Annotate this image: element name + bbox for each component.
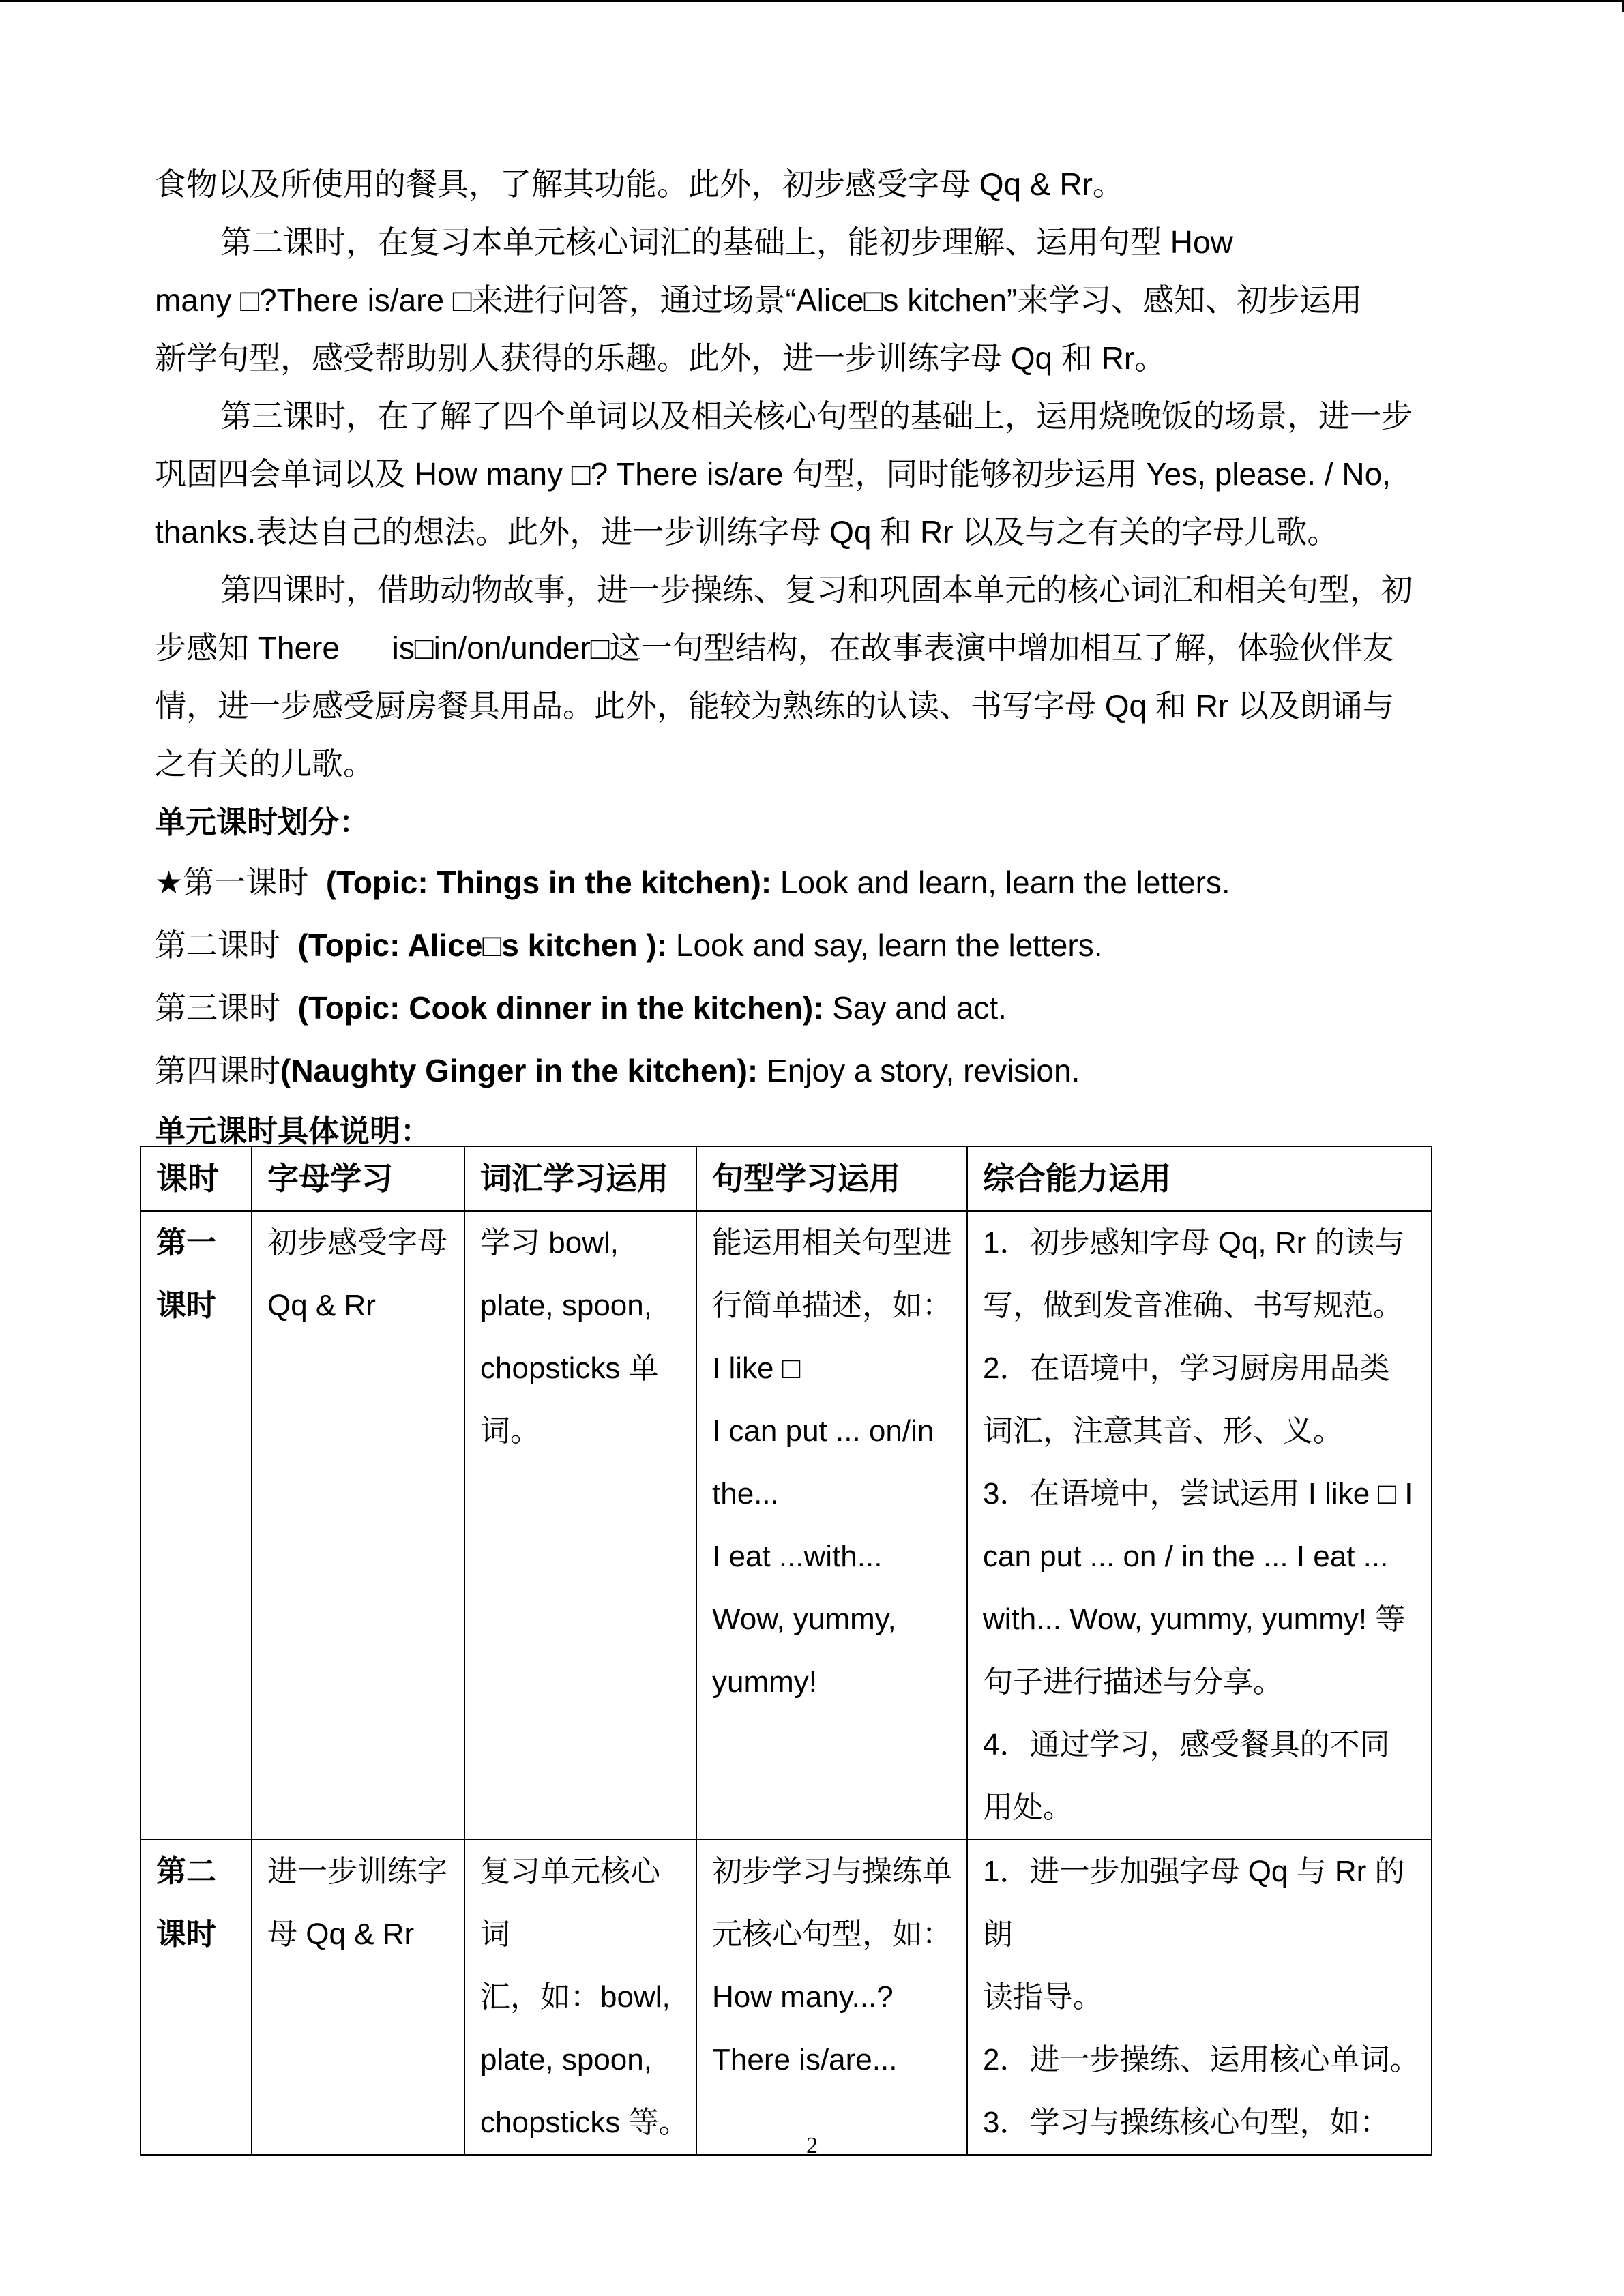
cell-text: plate, spoon, (480, 1289, 652, 1322)
page-top-border (0, 0, 1624, 2)
cell-text: I eat ...with... (712, 1540, 883, 1573)
paragraph-line: 第三课时，在了解了四个单词以及相关核心句型的基础上，运用烧晚饭的场景，进一步 (220, 398, 1413, 434)
lesson-prefix: 第二课时 (155, 927, 298, 963)
cell-text: 读指导。 (983, 1980, 1103, 2014)
cell-text: 初步感受字母 (267, 1226, 447, 1259)
cell-text: 第一 (156, 1226, 216, 1259)
table-header-row (141, 1146, 1432, 1211)
cell-text: 句子进行描述与分享。 (983, 1665, 1283, 1699)
cell-text: 词。 (480, 1414, 540, 1448)
division-heading: 单元课时划分： (155, 805, 370, 839)
lesson-item-3 (155, 976, 1471, 1039)
paragraph-line: 之有关的儿歌。 (155, 746, 374, 781)
col-header-lesson: 课时 (141, 1146, 252, 1211)
cell-text: 课时 (156, 1918, 216, 1951)
cell-letters (252, 1840, 464, 2155)
table-row (141, 1211, 1432, 1840)
cell-vocabulary (464, 1840, 696, 2155)
cell-text: 写，做到发音准确、书写规范。 (983, 1289, 1403, 1322)
cell-lesson (141, 1840, 252, 2155)
cell-text: 词汇，注意其音、形、义。 (983, 1414, 1343, 1448)
cell-text: I can put ... on/in (712, 1414, 934, 1448)
cell-lesson (141, 1211, 252, 1840)
cell-text: can put ... on / in the ... I eat ... (983, 1540, 1389, 1573)
cell-text: Qq & Rr (267, 1289, 376, 1322)
cell-text: 1．初步感知字母 Qq, Rr 的读与 (983, 1226, 1405, 1259)
cell-text: I like □ (712, 1352, 801, 1385)
paragraph-line: 第二课时，在复习本单元核心词汇的基础上，能初步理解、运用句型 How (220, 224, 1233, 260)
cell-sentences (696, 1840, 967, 2155)
cell-text: 1．进一步加强字母 Qq 与 Rr 的朗 (983, 1855, 1405, 1951)
cell-vocabulary (464, 1211, 696, 1840)
cell-text: 2．进一步操练、运用核心单词。 (983, 2043, 1420, 2076)
document-body (155, 155, 1471, 1160)
col-header-ability: 综合能力运用 (967, 1146, 1432, 1211)
lesson-activity: Enjoy a story, revision. (758, 1053, 1080, 1088)
cell-text: the... (712, 1477, 779, 1510)
cell-text: 元核心句型，如： (712, 1918, 952, 1951)
col-header-sentences: 句型学习运用 (696, 1146, 967, 1211)
table-row (141, 1840, 1432, 2155)
lesson-topic: (Naughty Ginger in the kitchen): (280, 1053, 758, 1088)
col-header-vocabulary: 词汇学习运用 (464, 1146, 696, 1211)
cell-text: chopsticks 等。 (480, 2106, 689, 2139)
cell-text: 课时 (156, 1289, 216, 1322)
lesson-prefix: 第四课时 (155, 1053, 280, 1088)
lesson-prefix: ★第一课时 (155, 865, 326, 900)
cell-text: How many...? (712, 1980, 894, 2014)
cell-text: 学习 bowl, (480, 1226, 619, 1259)
lesson-item-2 (155, 914, 1471, 976)
lesson-topic: (Topic: Things in the kitchen): (325, 865, 772, 900)
cell-text: 3．在语境中，尝试运用 I like □ I (983, 1477, 1413, 1510)
lesson-topic: (Topic: Cook dinner in the kitchen): (297, 990, 824, 1026)
lesson-item-4 (155, 1039, 1471, 1102)
details-heading: 单元课时具体说明： (155, 1114, 432, 1148)
lesson-activity: Look and learn, learn the letters. (771, 865, 1230, 900)
paragraph-line: 步感知 There is□in/on/under□这一句型结构，在故事表演中增加相互了解，体验伙伴友 (155, 630, 1394, 666)
lesson-topic: (Topic: Alice□s kitchen ): (297, 927, 668, 963)
cell-text: 复习单元核心词 (480, 1855, 660, 1951)
cell-text: yummy! (712, 1665, 817, 1699)
page-number: 2 (806, 2133, 818, 2158)
col-header-letters: 字母学习 (252, 1146, 464, 1211)
cell-text: 3．学习与操练核心句型，如： (983, 2106, 1390, 2139)
cell-text: 汇，如：bowl, (480, 1980, 670, 2014)
cell-ability (967, 1211, 1432, 1840)
cell-text: Wow, yummy, (712, 1602, 896, 1636)
cell-text: 2．在语境中，学习厨房用品类 (983, 1352, 1390, 1385)
cell-text: with... Wow, yummy, yummy! 等 (983, 1602, 1406, 1636)
cell-text: 进一步训练字 (267, 1855, 447, 1888)
cell-text: 行简单描述，如： (712, 1289, 952, 1322)
cell-text: 用处。 (983, 1791, 1073, 1824)
cell-text: 第二 (156, 1855, 216, 1888)
cell-text: plate, spoon, (480, 2043, 652, 2076)
cell-text: 初步学习与操练单 (712, 1855, 952, 1888)
cell-text: 能运用相关句型进 (712, 1226, 952, 1259)
cell-letters (252, 1211, 464, 1840)
lesson-activity: Look and say, learn the letters. (667, 927, 1103, 963)
lesson-item-1 (155, 851, 1471, 914)
cell-text: chopsticks 单 (480, 1352, 659, 1385)
paragraph-line: 第四课时，借助动物故事，进一步操练、复习和巩固本单元的核心词汇和相关句型，初 (220, 572, 1413, 608)
cell-text: There is/are... (712, 2043, 898, 2076)
lesson-plan-table (140, 1146, 1432, 2156)
cell-sentences (696, 1211, 967, 1840)
paragraph-line: 巩固四会单词以及 How many □? There is/are 句型，同时能够初步运用 Yes, please. / No, (155, 456, 1391, 492)
paragraph-line: 情，进一步感受厨房餐具用品。此外，能较为熟练的认读、书写字母 Qq 和 Rr 以及朗诵与 (155, 688, 1395, 724)
paragraph-line: thanks.表达自己的想法。此外，进一步训练字母 Qq 和 Rr 以及与之有关的字母儿歌。 (155, 514, 1339, 550)
paragraph-line: many □?There is/are □来进行问答，通过场景“Alice□s kitchen”来学习、感知、初步运用 (155, 282, 1363, 318)
cell-ability (967, 1840, 1432, 2155)
lesson-prefix: 第三课时 (155, 990, 298, 1026)
cell-text: 母 Qq & Rr (267, 1918, 415, 1951)
paragraph-line: 新学句型，感受帮助别人获得的乐趣。此外，进一步训练字母 Qq 和 Rr。 (155, 340, 1166, 376)
paragraph-line: 食物以及所使用的餐具，了解其功能。此外，初步感受字母 Qq & Rr。 (155, 166, 1124, 202)
lesson-activity: Say and act. (823, 990, 1007, 1026)
cell-text: 4．通过学习，感受餐具的不同 (983, 1728, 1390, 1761)
